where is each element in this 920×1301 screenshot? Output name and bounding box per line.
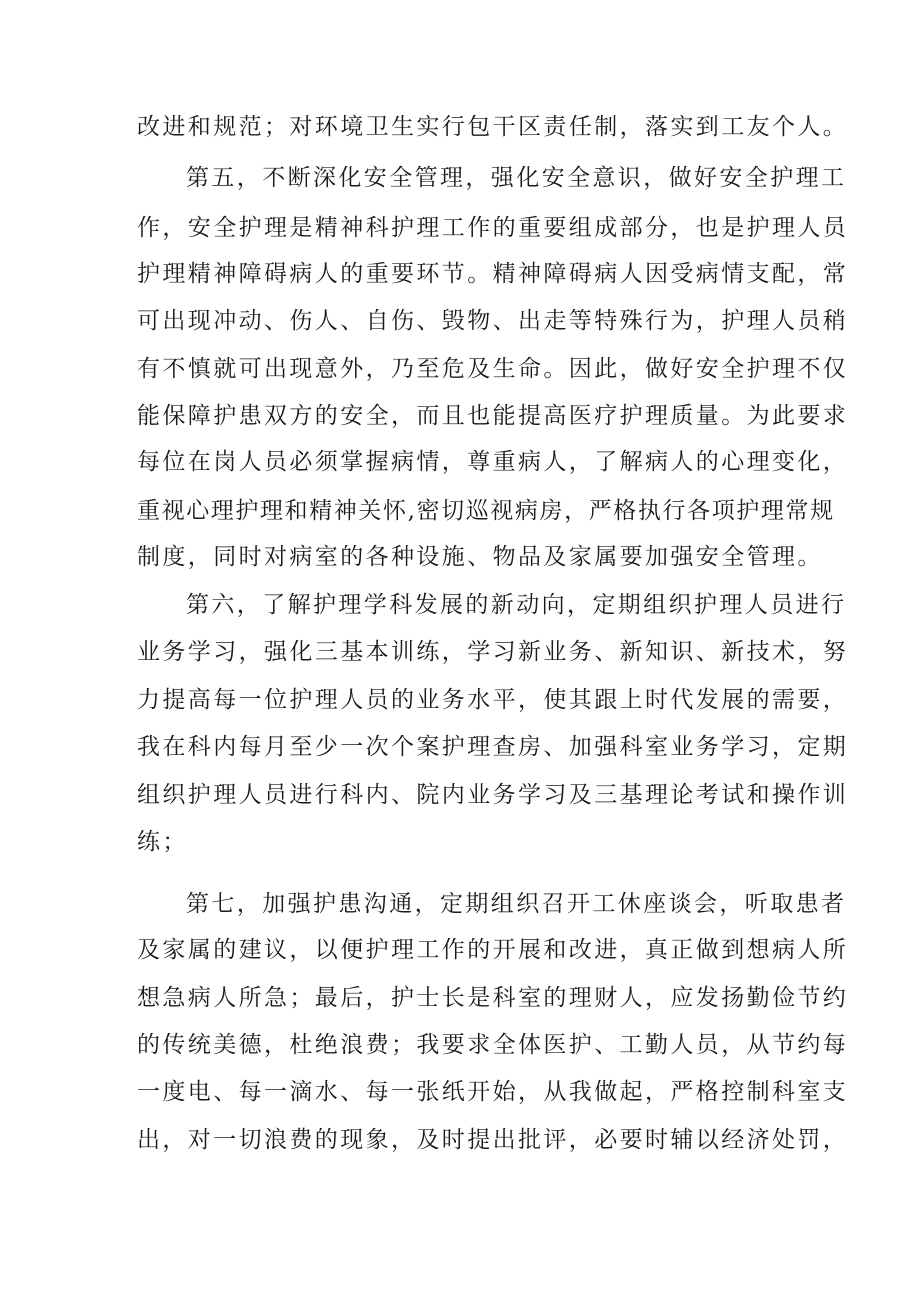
text-line: 每位在岗人员必须掌握病情，尊重病人，了解病人的心理变化， [137, 449, 849, 475]
text-line: 制度，同时对病室的各种设施、物品及家属要加强安全管理。 [137, 544, 823, 570]
paragraph-7-first-line: 第七，加强护患沟通，定期组织召开工休座谈会，听取患者 [186, 891, 847, 917]
text-line: 业务学习，强化三基本训练，学习新业务、新知识、新技术，努 [137, 639, 849, 665]
text-line: 护理精神障碍病人的重要环节。精神障碍病人因受病情支配，常 [137, 261, 849, 287]
text-line: 力提高每一位护理人员的业务水平，使其跟上时代发展的需要， [137, 687, 849, 713]
text-line: 练； [137, 829, 188, 855]
text-line: 的传统美德，杜绝浪费；我要求全体医护、工勤人员，从节约每 [137, 1032, 849, 1058]
text-line: 组织护理人员进行科内、院内业务学习及三基理论考试和操作训 [137, 782, 849, 808]
text-line: 改进和规范；对环境卫生实行包干区责任制，落实到工友个人。 [137, 114, 849, 140]
text-line: 我在科内每月至少一次个案护理查房、加强科室业务学习，定期 [137, 734, 849, 760]
paragraph-5-first-line: 第五，不断深化安全管理，强化安全意识，做好安全护理工 [186, 165, 847, 191]
text-line: 及家属的建议，以便护理工作的开展和改进，真正做到想病人所 [137, 937, 849, 963]
text-line: 出，对一切浪费的现象，及时提出批评，必要时辅以经济处罚， [137, 1127, 849, 1153]
text-line: 可出现冲动、伤人、自伤、毁物、出走等特殊行为，护理人员稍 [137, 308, 849, 334]
text-line: 能保障护患双方的安全，而且也能提高医疗护理质量。为此要求 [137, 403, 849, 429]
text-line: 有不慎就可出现意外，乃至危及生命。因此，做好安全护理不仅 [137, 356, 849, 382]
text-line: 一度电、每一滴水、每一张纸开始，从我做起，严格控制科室支 [137, 1079, 849, 1105]
paragraph-6-first-line: 第六，了解护理学科发展的新动向，定期组织护理人员进行 [186, 592, 847, 618]
text-line: 想急病人所急；最后，护士长是科室的理财人，应发扬勤俭节约 [137, 985, 849, 1011]
text-line: 重视心理护理和精神关怀,密切巡视病房，严格执行各项护理常规 [137, 498, 835, 524]
text-line: 作，安全护理是精神科护理工作的重要组成部分，也是护理人员 [137, 215, 849, 241]
